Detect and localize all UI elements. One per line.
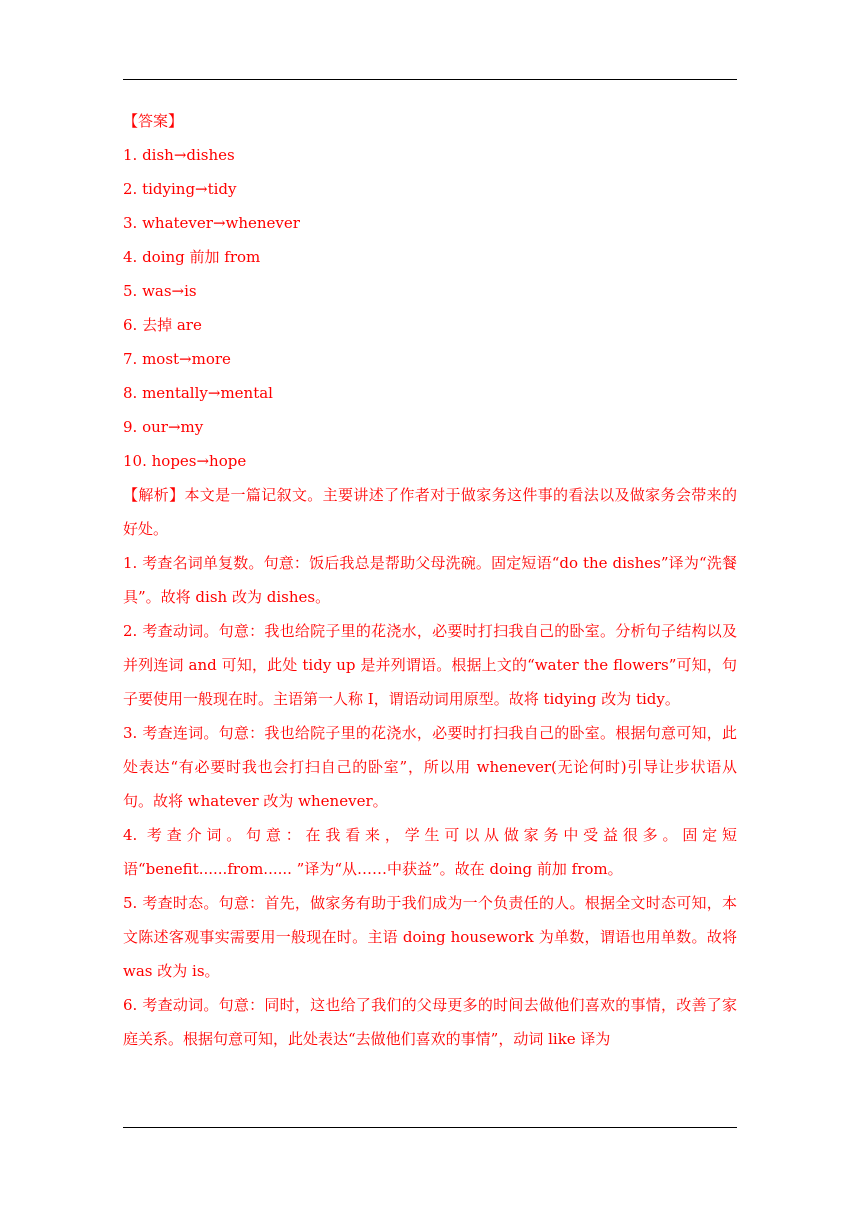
header-rule <box>123 79 737 80</box>
answer-item: 5. was→is <box>123 282 197 300</box>
answer-list <box>123 138 737 478</box>
answer-item: 2. tidying→tidy <box>123 180 237 198</box>
answer-heading: 【答案】 <box>123 112 184 130</box>
analysis-point: 1. 考查名词单复数。句意：饭后我总是帮助父母洗碗。固定短语“do the dishes”译为“洗餐具”。故将 dish 改为 dishes。 <box>123 554 737 606</box>
document-body <box>123 104 737 1056</box>
analysis-point: 2. 考查动词。句意：我也给院子里的花浇水，必要时打扫我自己的卧室。分析句子结构以及并列连词 and 可知，此处 tidy up 是并列谓语。根据上文的“water the flowers”可知，句子要使用一般现在时。主语第一人称 I，谓语动词用原型。故将 tidying 改为 tidy。 <box>123 622 737 708</box>
analysis-intro-text: 本文是一篇记叙文。主要讲述了作者对于做家务这件事的看法以及做家务会带来的好处。 <box>123 486 737 538</box>
footer-rule <box>123 1127 737 1128</box>
answer-item: 9. our→my <box>123 418 204 436</box>
answer-item: 1. dish→dishes <box>123 146 235 164</box>
analysis-point: 3. 考查连词。句意：我也给院子里的花浇水，必要时打扫我自己的卧室。根据句意可知，此处表达“有必要时我也会打扫自己的卧室”，所以用 whenever(无论何时)引导让步状语从句。故将 whatever 改为 whenever。 <box>123 724 737 810</box>
answer-item: 8. mentally→mental <box>123 384 273 402</box>
analysis-point: 5. 考查时态。句意：首先，做家务有助于我们成为一个负责任的人。根据全文时态可知，本文陈述客观事实需要用一般现在时。主语 doing housework 为单数，谓语也用单数。故将 was 改为 is。 <box>123 894 737 980</box>
analysis-point: 6. 考查动词。句意：同时，这也给了我们的父母更多的时间去做他们喜欢的事情，改善了家庭关系。根据句意可知，此处表达“去做他们喜欢的事情”，动词 like 译为 <box>123 996 737 1048</box>
analysis-point: 4. 考查介词。句意：在我看来，学生可以从做家务中受益很多。固定短语“benefit......from...... ”译为“从……中获益”。故在 doing 前加 from。 <box>123 826 737 878</box>
answer-item: 4. doing 前加 from <box>123 248 261 266</box>
answer-item: 10. hopes→hope <box>123 452 247 470</box>
answer-item: 7. most→more <box>123 350 231 368</box>
answer-item: 3. whatever→whenever <box>123 214 300 232</box>
analysis-heading: 【解析】 <box>123 486 185 504</box>
analysis-intro <box>123 478 737 546</box>
answer-item: 6. 去掉 are <box>123 316 202 334</box>
